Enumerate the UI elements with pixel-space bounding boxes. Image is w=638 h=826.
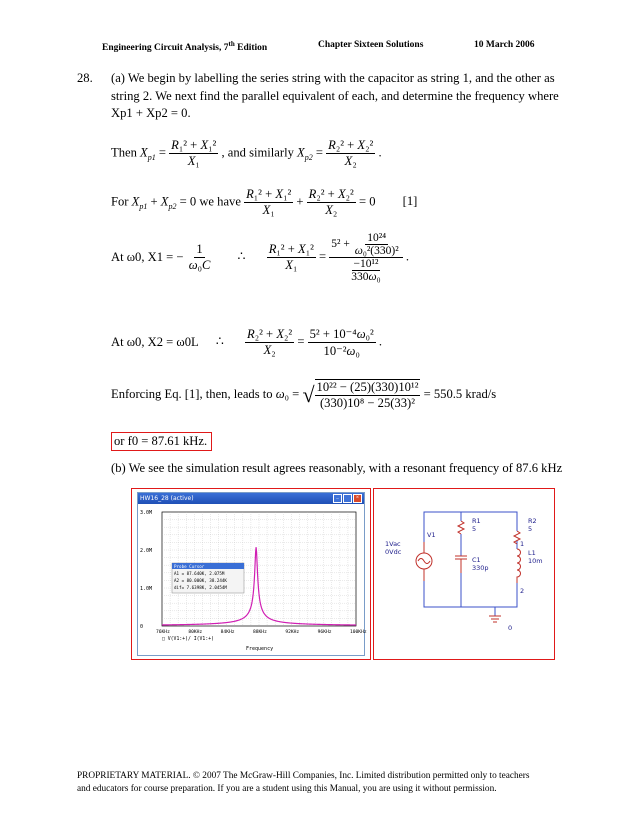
f0-highlight-box: or f0 = 87.61 kHz. (111, 432, 212, 451)
minimize-icon[interactable]: _ (333, 494, 342, 503)
part-b-text: (b) We see the simulation result agrees reasonably, with a resonant frequency of 87.6 kHz (111, 461, 563, 475)
close-icon[interactable]: × (353, 494, 362, 503)
equation-sum-zero: For $X_{p1} + X_{p2} = 0$ we have $\frac{\text{R₁² + X₁²}}{\text{X₁}}$ + $\frac{\text{R₂² + X₂²}}{\text{X₂}}$ = 0 [1] (111, 187, 418, 217)
problem-number: 28. (77, 71, 93, 85)
value-r2: 5 (528, 525, 533, 533)
x-tick-label: 100KHz (350, 630, 367, 635)
header-book-title: Engineering Circuit Analysis, 7th Edition (102, 40, 268, 54)
label-r1: R1 (472, 517, 481, 525)
intro-line-2: string 2. We next find the parallel equivalent of each, and determine the frequency where (111, 89, 559, 103)
equation-x1: At ω0, X1 = − $\frac{1}{\text{ω₀C}}$ ∴ $\frac{\text{R₁² + X₁²}}{\text{X₁}}$ = 5² + $\frac{\text{10²⁴}}{\text{ω₀²(330)²}}$ −10¹² 330ω₀ . (111, 232, 409, 283)
equation-xp1: Then $X_{p1}$ = $\frac{\text{R₁² + X₁²}}{\text{X₁}}$ , and similarly $X_{p2}$ = $\frac{\text{R₂² + X₂²}}{\text{X₂}}$ . (111, 138, 382, 168)
y-tick-label: 2.0M (140, 548, 153, 554)
pin-2: 2 (520, 587, 525, 595)
footer-line-1: PROPRIETARY MATERIAL. © 2007 The McGraw-Hill Companies, Inc. Limited distribution permitted only to teachers (77, 771, 530, 781)
probe-cursor-title: Probe Cursor (174, 564, 205, 569)
resistor-r1-icon (458, 521, 464, 534)
y-tick-label: 0 (140, 624, 144, 630)
circuit-schematic (374, 489, 552, 657)
label-ground: 0 (508, 624, 513, 632)
footer (77, 770, 530, 796)
label-r2: R2 (528, 517, 537, 525)
probe-row-a2: A2 = 80.000K, 38.244K (174, 578, 227, 583)
equation-omega0: Enforcing Eq. [1], then, leads to ω₀ = √ $\frac{\text{10²² − (25)(330)10¹²}}{\text{(330)10⁸ − 25(33)²}}$ = 550.5 krad/s (111, 380, 497, 410)
intro-line-3: Xp1 + Xp2 = 0. (111, 106, 191, 120)
probe-row-dif: dif= 7.6398K, 2.0454M (174, 585, 227, 590)
footer-line-2: and educators for course preparation. If you are a student using this Manual, you are using it without permission. (77, 784, 497, 794)
probe-window (137, 492, 365, 656)
equation-x2: At ω0, X2 = ω0L ∴ $\frac{\text{R₂² + X₂²}}{\text{X₂}}$ = $\frac{\text{5² + 10⁻⁴ω₀²}}{\text{10⁻²ω₀}}$ . (111, 327, 383, 358)
plot-legend: □ V(V1:+)/ I(V1:+) (162, 637, 214, 642)
y-tick-label: 3.0M (140, 510, 153, 516)
ground-icon (489, 616, 501, 622)
capacitor-c1-icon (455, 556, 467, 559)
x-tick-label: 96KHz (317, 630, 332, 635)
maximize-icon[interactable] (343, 494, 352, 503)
x-tick-label: 88KHz (253, 630, 267, 635)
inductor-l1-icon (517, 549, 521, 583)
label-l1: L1 (528, 549, 536, 557)
x-tick-label: 84KHz (220, 630, 235, 635)
intro-line-1: (a) We begin by labelling the series string with the capacitor as string 1, and the other as (111, 71, 555, 85)
probe-row-a1: A1 = 87.640K, 2.075M (174, 571, 225, 576)
x-tick-label: 80KHz (188, 630, 203, 635)
y-tick-label: 1.0M (140, 586, 153, 592)
f0-result (111, 434, 212, 449)
header-chapter: Chapter Sixteen Solutions (318, 40, 424, 50)
label-vdc: 0Vdc (385, 548, 402, 556)
probe-titlebar (138, 493, 364, 504)
x-axis-label: Frequency (246, 646, 274, 652)
pin-1: 1 (520, 540, 525, 548)
value-r1: 5 (472, 525, 477, 533)
window-title: HW16_28 (active) (140, 495, 194, 502)
x-tick-label: 76KHz (156, 630, 170, 635)
x-tick-label: 92KHz (285, 630, 300, 635)
value-l1: 10m (528, 557, 543, 565)
header-date: 10 March 2006 (474, 40, 535, 50)
label-c1: C1 (472, 556, 481, 564)
impedance-plot (138, 504, 367, 655)
label-vac: 1Vac (385, 540, 401, 548)
value-c1: 330p (472, 564, 489, 572)
label-v1: V1 (427, 531, 436, 539)
